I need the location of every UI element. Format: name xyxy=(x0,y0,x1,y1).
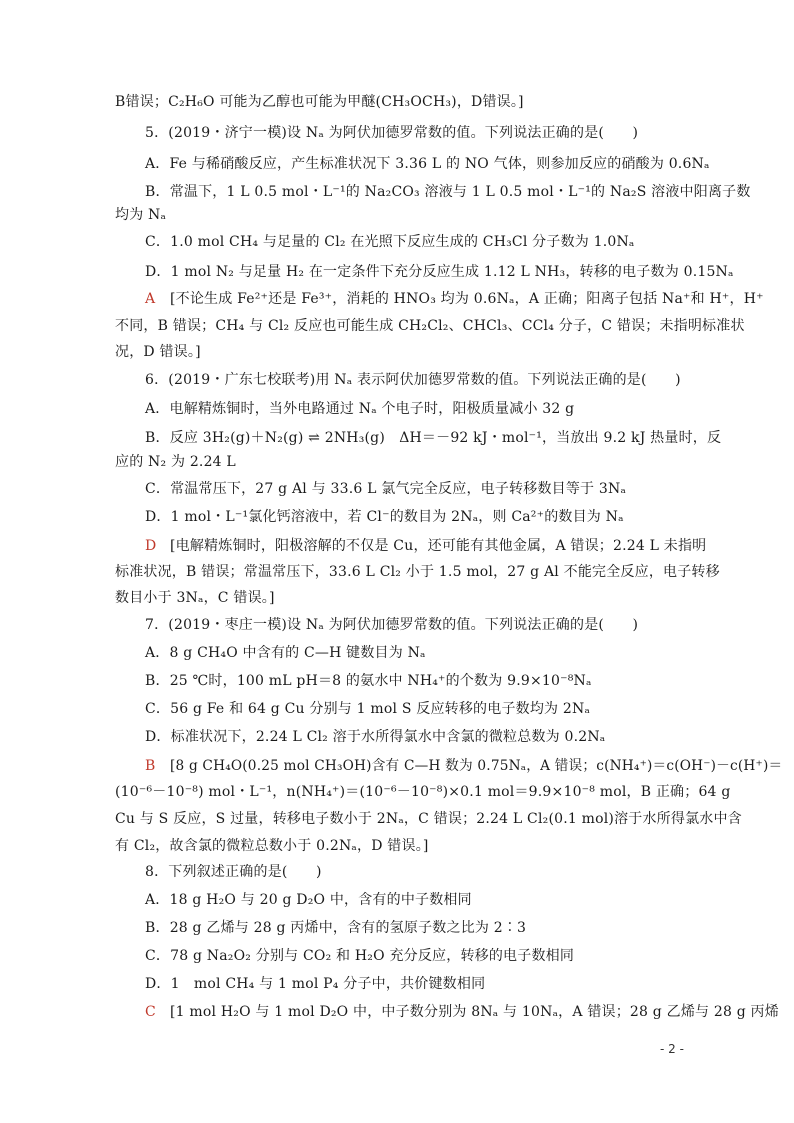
answer-letter: A xyxy=(145,291,156,307)
option-line: B．反应 3H₂(g)＋N₂(g) ⇌ 2NH₃(g) ΔH＝－92 kJ・mol⁻¹，当放出 9.2 kJ 热量时，反 xyxy=(145,430,722,446)
page-number: - 2 - xyxy=(660,1042,684,1056)
option-line: B．25 ℃时，100 mL pH＝8 的氨水中 NH₄⁺的个数为 9.9×10⁻⁸Nₐ xyxy=(145,673,592,689)
option-line: A．18 g H₂O 与 20 g D₂O 中，含有的中子数相同 xyxy=(145,892,472,908)
option-line: D．1 mol CH₄ 与 1 mol P₄ 分子中，共价键数相同 xyxy=(145,976,486,992)
explanation-line: 标准状况，B 错误；常温常压下，33.6 L Cl₂ 小于 1.5 mol，27 g Al 不能完全反应，电子转移 xyxy=(115,564,720,580)
explanation-line: [不论生成 Fe²⁺还是 Fe³⁺，消耗的 HNO₃ 均为 0.6Nₐ，A 正确；阳离子包括 Na⁺和 H⁺，H⁺ xyxy=(170,291,764,307)
answer-letter: D xyxy=(145,538,157,554)
question-8-stem: 8．下列叙述正确的是( ) xyxy=(145,864,322,880)
option-line: C．1.0 mol CH₄ 与足量的 Cl₂ 在光照下反应生成的 CH₃Cl 分子数为 1.0Nₐ xyxy=(145,234,635,250)
answer-letter: C xyxy=(145,1004,156,1020)
option-line: A．8 g CH₄O 中含有的 C—H 键数目为 Nₐ xyxy=(145,645,426,661)
explanation-line: 有 Cl₂，故含氯的微粒总数小于 0.2Nₐ，D 错误。] xyxy=(115,838,429,854)
text-line: 应的 N₂ 为 2.24 L xyxy=(115,454,236,470)
option-line: D．1 mol N₂ 与足量 H₂ 在一定条件下充分反应生成 1.12 L NH₃，转移的电子数为 0.15Nₐ xyxy=(145,264,734,280)
explanation-line: (10⁻⁶－10⁻⁸) mol・L⁻¹，n(NH₄⁺)＝(10⁻⁶－10⁻⁸)×0.1 mol＝9.9×10⁻⁸ mol，B 正确；64 g xyxy=(115,784,731,800)
option-line: C．56 g Fe 和 64 g Cu 分别与 1 mol S 反应转移的电子数均为 2Nₐ xyxy=(145,701,591,717)
option-line: C．常温常压下，27 g Al 与 33.6 L 氯气完全反应，电子转移数目等于 3Nₐ xyxy=(145,481,627,497)
text-line: B错误；C₂H₆O 可能为乙醇也可能为甲醚(CH₃OCH₃)，D错误。] xyxy=(115,94,524,110)
option-line: D．1 mol・L⁻¹氯化钙溶液中，若 Cl⁻的数目为 2Nₐ，则 Ca²⁺的数目为 Nₐ xyxy=(145,509,624,525)
option-line: A．电解精炼铜时，当外电路通过 Nₐ 个电子时，阳极质量减小 32 g xyxy=(145,401,575,417)
question-6-stem: 6．(2019・广东七校联考)用 Nₐ 表示阿伏加德罗常数的值。下列说法正确的是( ) xyxy=(145,372,681,388)
option-line: B．28 g 乙烯与 28 g 丙烯中，含有的氢原子数之比为 2∶3 xyxy=(145,920,527,936)
explanation-line: [8 g CH₄O(0.25 mol CH₃OH)含有 C—H 数为 0.75Nₐ，A 错误；c(NH₄⁺)＝c(OH⁻)－c(H⁺)＝ xyxy=(170,758,783,774)
explanation-line: 数目小于 3Nₐ，C 错误。] xyxy=(115,590,275,606)
answer-letter: B xyxy=(145,758,156,774)
question-5-stem: 5．(2019・济宁一模)设 Nₐ 为阿伏加德罗常数的值。下列说法正确的是( ) xyxy=(145,125,639,141)
explanation-line: 况，D 错误。] xyxy=(115,344,201,360)
explanation-line: 不同，B 错误；CH₄ 与 Cl₂ 反应也可能生成 CH₂Cl₂、CHCl₃、CCl₄ 分子，C 错误；未指明标准状 xyxy=(115,318,745,334)
option-line: B．常温下，1 L 0.5 mol・L⁻¹的 Na₂CO₃ 溶液与 1 L 0.5 mol・L⁻¹的 Na₂S 溶液中阳离子数 xyxy=(145,184,751,200)
option-line: D．标准状况下，2.24 L Cl₂ 溶于水所得氯水中含氯的微粒总数为 0.2Nₐ xyxy=(145,729,606,745)
option-line: C．78 g Na₂O₂ 分别与 CO₂ 和 H₂O 充分反应，转移的电子数相同 xyxy=(145,948,575,964)
explanation-line: [1 mol H₂O 与 1 mol D₂O 中，中子数分别为 8Nₐ 与 10Nₐ，A 错误；28 g 乙烯与 28 g 丙烯 xyxy=(170,1004,779,1020)
explanation-line: Cu 与 S 反应，S 过量，转移电子数小于 2Nₐ，C 错误；2.24 L Cl₂(0.1 mol)溶于水所得氯水中含 xyxy=(115,811,742,827)
text-line: 均为 Nₐ xyxy=(115,207,167,223)
question-7-stem: 7．(2019・枣庄一模)设 Nₐ 为阿伏加德罗常数的值。下列说法正确的是( ) xyxy=(145,617,639,633)
option-line: A．Fe 与稀硝酸反应，产生标准状况下 3.36 L 的 NO 气体，则参加反应的硝酸为 0.6Nₐ xyxy=(145,156,710,172)
explanation-line: [电解精炼铜时，阳极溶解的不仅是 Cu，还可能有其他金属，A 错误；2.24 L 未指明 xyxy=(170,538,707,554)
